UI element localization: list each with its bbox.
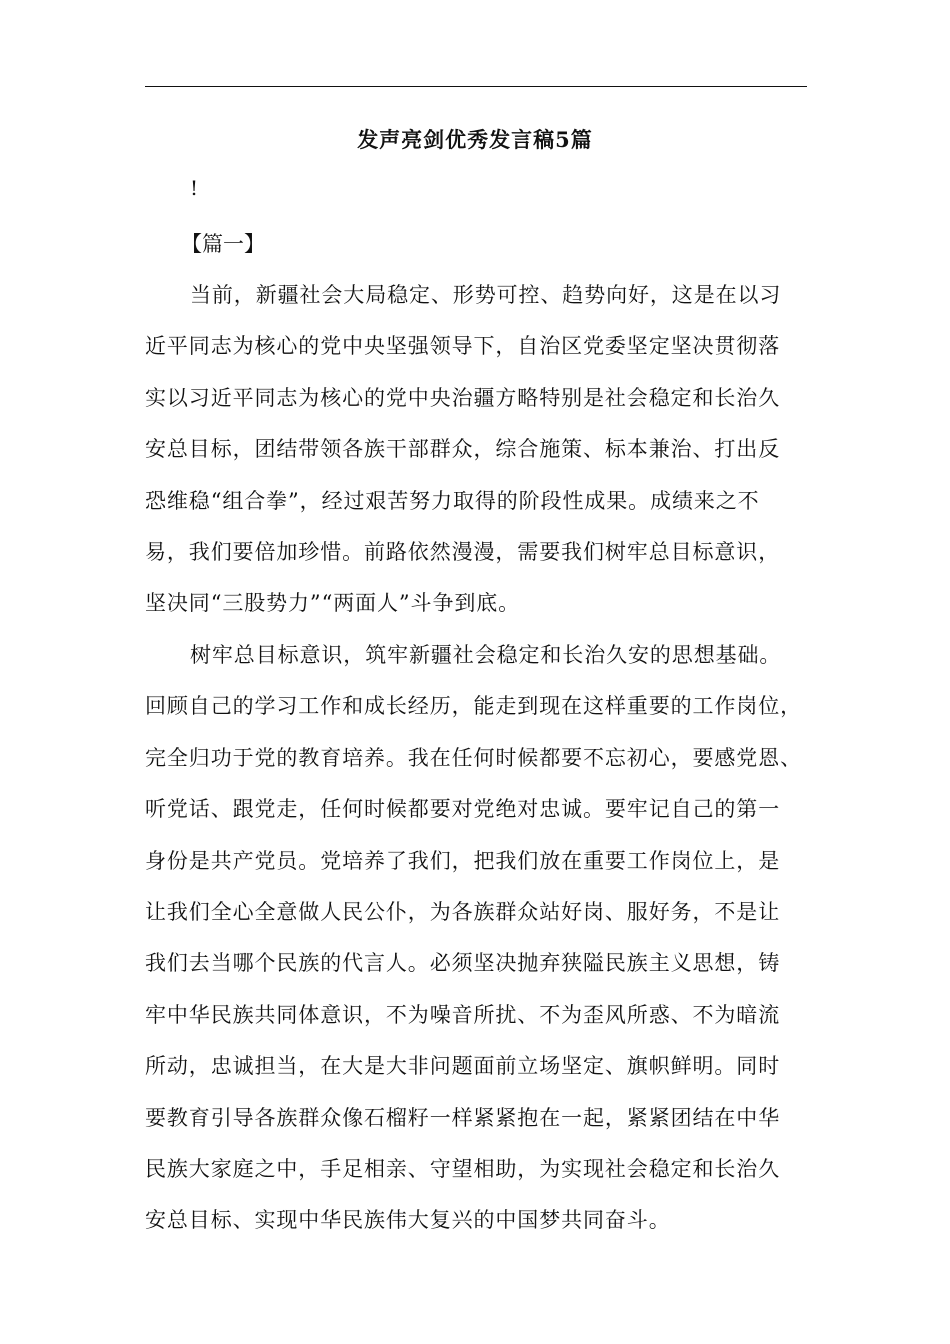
paragraph-line: 安总目标，团结带领各族干部群众，综合施策、标本兼治、打出反 (145, 437, 781, 462)
document-title: 发声亮剑优秀发言稿5篇 (357, 127, 593, 152)
paragraph-line: 听党话、跟党走，任何时候都要对党绝对忠诚。要牢记自己的第一 (145, 797, 781, 822)
exclamation-mark: ! (190, 176, 199, 200)
paragraph-line: 让我们全心全意做人民公仆，为各族群众站好岗、服好务，不是让 (145, 900, 781, 925)
paragraph-line: 恐维稳“组合拳”，经过艰苦努力取得的阶段性成果。成绩来之不 (145, 488, 760, 513)
paragraph-line: 安总目标、实现中华民族伟大复兴的中国梦共同奋斗。 (145, 1208, 671, 1233)
paragraph-line: 回顾自己的学习工作和成长经历，能走到现在这样重要的工作岗位， (145, 694, 802, 719)
paragraph-line: 易，我们要倍加珍惜。前路依然漫漫，需要我们树牢总目标意识， (145, 540, 781, 565)
paragraph-line: 当前，新疆社会大局稳定、形势可控、趋势向好，这是在以习 (190, 283, 782, 307)
paragraph-line: 所动，忠诚担当，在大是大非问题面前立场坚定、旗帜鲜明。同时 (145, 1054, 781, 1079)
paragraph-line: 近平同志为核心的党中央坚强领导下，自治区党委坚定坚决贯彻落 (145, 334, 781, 359)
section-label: 【篇一】 (181, 232, 265, 256)
paragraph-line: 我们去当哪个民族的代言人。必须坚决抛弃狭隘民族主义思想，铸 (145, 951, 781, 976)
paragraph-line: 完全归功于党的教育培养。我在任何时候都要不忘初心，要感党恩、 (145, 745, 802, 770)
paragraph-line: 身份是共产党员。党培养了我们，把我们放在重要工作岗位上，是 (145, 848, 781, 873)
paragraph-1 (145, 270, 835, 630)
paragraph-line: 要教育引导各族群众像石榴籽一样紧紧抱在一起，紧紧团结在中华 (145, 1105, 781, 1130)
header-rule (145, 86, 807, 87)
paragraph-line: 树牢总目标意识，筑牢新疆社会稳定和长治久安的思想基础。 (190, 643, 782, 667)
paragraph-line: 坚决同“三股势力”“两面人”斗争到底。 (145, 591, 521, 616)
paragraph-line: 民族大家庭之中，手足相亲、守望相助，为实现社会稳定和长治久 (145, 1157, 781, 1182)
paragraph-line: 牢中华民族共同体意识，不为噪音所扰、不为歪风所惑、不为暗流 (145, 1002, 781, 1027)
paragraph-line: 实以习近平同志为核心的党中央治疆方略特别是社会稳定和长治久 (145, 385, 781, 410)
paragraph-2 (145, 630, 835, 1247)
